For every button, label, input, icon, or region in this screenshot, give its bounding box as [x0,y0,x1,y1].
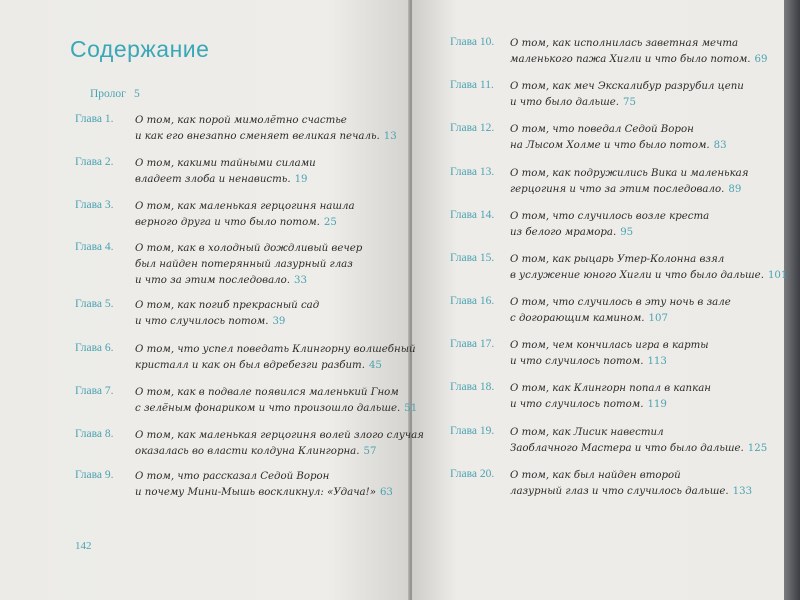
chapter-entry [510,166,749,198]
chapter-label: Глава 16. [450,295,495,307]
toc-title: Содержание [70,36,210,62]
chapter-title-line: О том, какими тайными силами [135,158,316,169]
chapter-entry [510,209,709,241]
chapter-title-line: О том, что успел поведать Клингорну волшебный [135,344,416,355]
chapter-entry [135,298,319,330]
page-number: 142 [75,540,92,552]
chapter-title-line: и что за этим последовало. 33 [135,275,307,286]
chapter-page-number: 119 [647,399,667,410]
chapter-entry [510,36,768,68]
chapter-label: Глава 18. [450,381,495,393]
chapter-label: Глава 2. [75,156,114,168]
chapter-page-number: 125 [747,443,768,454]
chapter-page-number: 75 [623,97,636,108]
chapter-entry [510,252,787,284]
chapter-entry [135,199,355,231]
chapter-entry [135,241,362,289]
chapter-page-number: 51 [404,403,418,414]
chapter-page-number: 133 [732,486,753,497]
chapter-title-line: О том, как меч Экскалибур разрубил цепи [510,81,744,92]
chapter-label: Глава 9. [75,469,114,481]
chapter-label: Глава 12. [450,122,495,134]
chapter-title-line: с зелёным фонариком и что произошло дальше. 51 [135,403,418,414]
chapter-label: Глава 8. [75,428,114,440]
chapter-label: Глава 20. [450,468,495,480]
chapter-entry [135,342,416,374]
prolog-page: 5 [134,88,140,100]
chapter-title-line: О том, как Лисик навестил [510,427,664,438]
chapter-title-line: О том, как Клингорн попал в капкан [510,383,711,394]
chapter-entry [510,468,752,500]
chapter-entry [510,295,731,327]
chapter-title-line: в услужение юного Хигли и что было дальше. 101 [510,270,788,281]
chapter-label: Глава 5. [75,298,114,310]
chapter-label: Глава 19. [450,425,495,437]
chapter-page-number: 107 [648,313,668,324]
chapter-title-line: О том, как в подвале появился маленький Гном [135,387,399,398]
chapter-entry [135,156,316,188]
chapter-title-line: кристалл и как он был вдребезги разбит. 45 [135,360,382,371]
chapter-label: Глава 14. [450,209,495,221]
chapter-page-number: 95 [620,227,634,238]
chapter-title-line: О том, как маленькая герцогиня нашла [135,201,355,212]
chapter-label: Глава 15. [450,252,495,264]
chapter-title-line: владеет злоба и ненависть. 19 [135,174,308,185]
chapter-label: Глава 17. [450,338,495,350]
prolog-label: Пролог [90,88,126,100]
chapter-label: Глава 1. [75,113,114,125]
chapter-title-line: О том, чем кончилась игра в карты [510,340,709,351]
chapter-page-number: 89 [728,184,742,195]
chapter-title-line: Заоблачного Мастера и что было дальше. 125 [510,443,768,454]
chapter-entry [135,428,424,460]
chapter-label: Глава 6. [75,342,114,354]
chapter-title-line: лазурный глаз и что случилось дальше. 133 [510,486,753,497]
chapter-title-line: с догорающим камином. 107 [510,313,668,324]
chapter-page-number: 63 [379,487,393,498]
chapter-page-number: 33 [294,275,307,286]
chapter-page-number: 69 [754,54,768,65]
chapter-label: Глава 3. [75,199,114,211]
chapter-page-number: 113 [647,356,667,367]
chapter-entry [135,469,393,501]
chapter-entry [510,425,767,457]
chapter-page-number: 101 [767,270,788,281]
chapter-title-line: О том, что рассказал Седой Ворон [135,471,330,482]
chapter-page-number: 13 [383,131,397,142]
chapter-title-line: и что было дальше. 75 [510,97,636,108]
chapter-title-line: верного друга и что было потом. 25 [135,217,337,228]
chapter-title-line: О том, что случилось возле креста [510,211,710,222]
chapter-title-line: и что случилось потом. 119 [510,399,667,410]
chapter-label: Глава 10. [450,36,495,48]
chapter-title-line: О том, что поведал Седой Ворон [510,124,694,135]
chapter-title-line: на Лысом Холме и что было потом. 83 [510,140,727,151]
chapter-label: Глава 13. [450,166,495,178]
chapter-title-line: О том, как в холодный дождливый вечер [135,243,363,254]
chapter-entry [510,79,744,111]
chapter-page-number: 45 [368,360,382,371]
chapter-title-line: О том, как маленькая герцогиня волей злого случая [135,430,424,441]
chapter-title-line: О том, как порой мимолётно счастье [135,115,347,126]
chapter-entry [135,385,417,417]
chapter-title-line: О том, как рыцарь Утер-Колонна взял [510,254,725,265]
chapter-page-number: 83 [713,140,727,151]
chapter-page-number: 25 [323,217,337,228]
chapter-title-line: герцогиня и что за этим последовало. 89 [510,184,742,195]
chapter-title-line: и как его внезапно сменяет великая печаль. 13 [135,131,397,142]
chapter-title-line: был найден потерянный лазурный глаз [135,259,353,270]
chapter-label: Глава 7. [75,385,114,397]
chapter-title-line: О том, как исполнилась заветная мечта [510,38,739,49]
chapter-label: Глава 11. [450,79,494,91]
chapter-entry [135,113,397,145]
chapter-page-number: 19 [294,174,308,185]
chapter-title-line: О том, что случилось в эту ночь в зале [510,297,731,308]
chapter-page-number: 57 [363,446,377,457]
chapter-entry [510,338,709,370]
chapter-title-line: О том, как был найден второй [510,470,681,481]
chapter-title-line: из белого мрамора. 95 [510,227,634,238]
chapter-title-line: оказалась во власти колдуна Клингорна. 57 [135,446,377,457]
chapter-title-line: О том, как погиб прекрасный сад [135,300,320,311]
chapter-title-line: и что случилось потом. 113 [510,356,667,367]
chapter-title-line: и что случилось потом. 39 [135,316,286,327]
book-edge [784,0,800,600]
chapter-title-line: и почему Мини-Мышь воскликнул: «Удача!» 63 [135,487,393,498]
chapter-entry [510,381,711,413]
chapter-title-line: О том, как подружились Вика и маленькая [510,168,749,179]
chapter-entry [510,122,727,154]
chapter-label: Глава 4. [75,241,114,253]
chapter-page-number: 39 [272,316,286,327]
chapter-title-line: маленького пажа Хигли и что было потом. 69 [510,54,768,65]
